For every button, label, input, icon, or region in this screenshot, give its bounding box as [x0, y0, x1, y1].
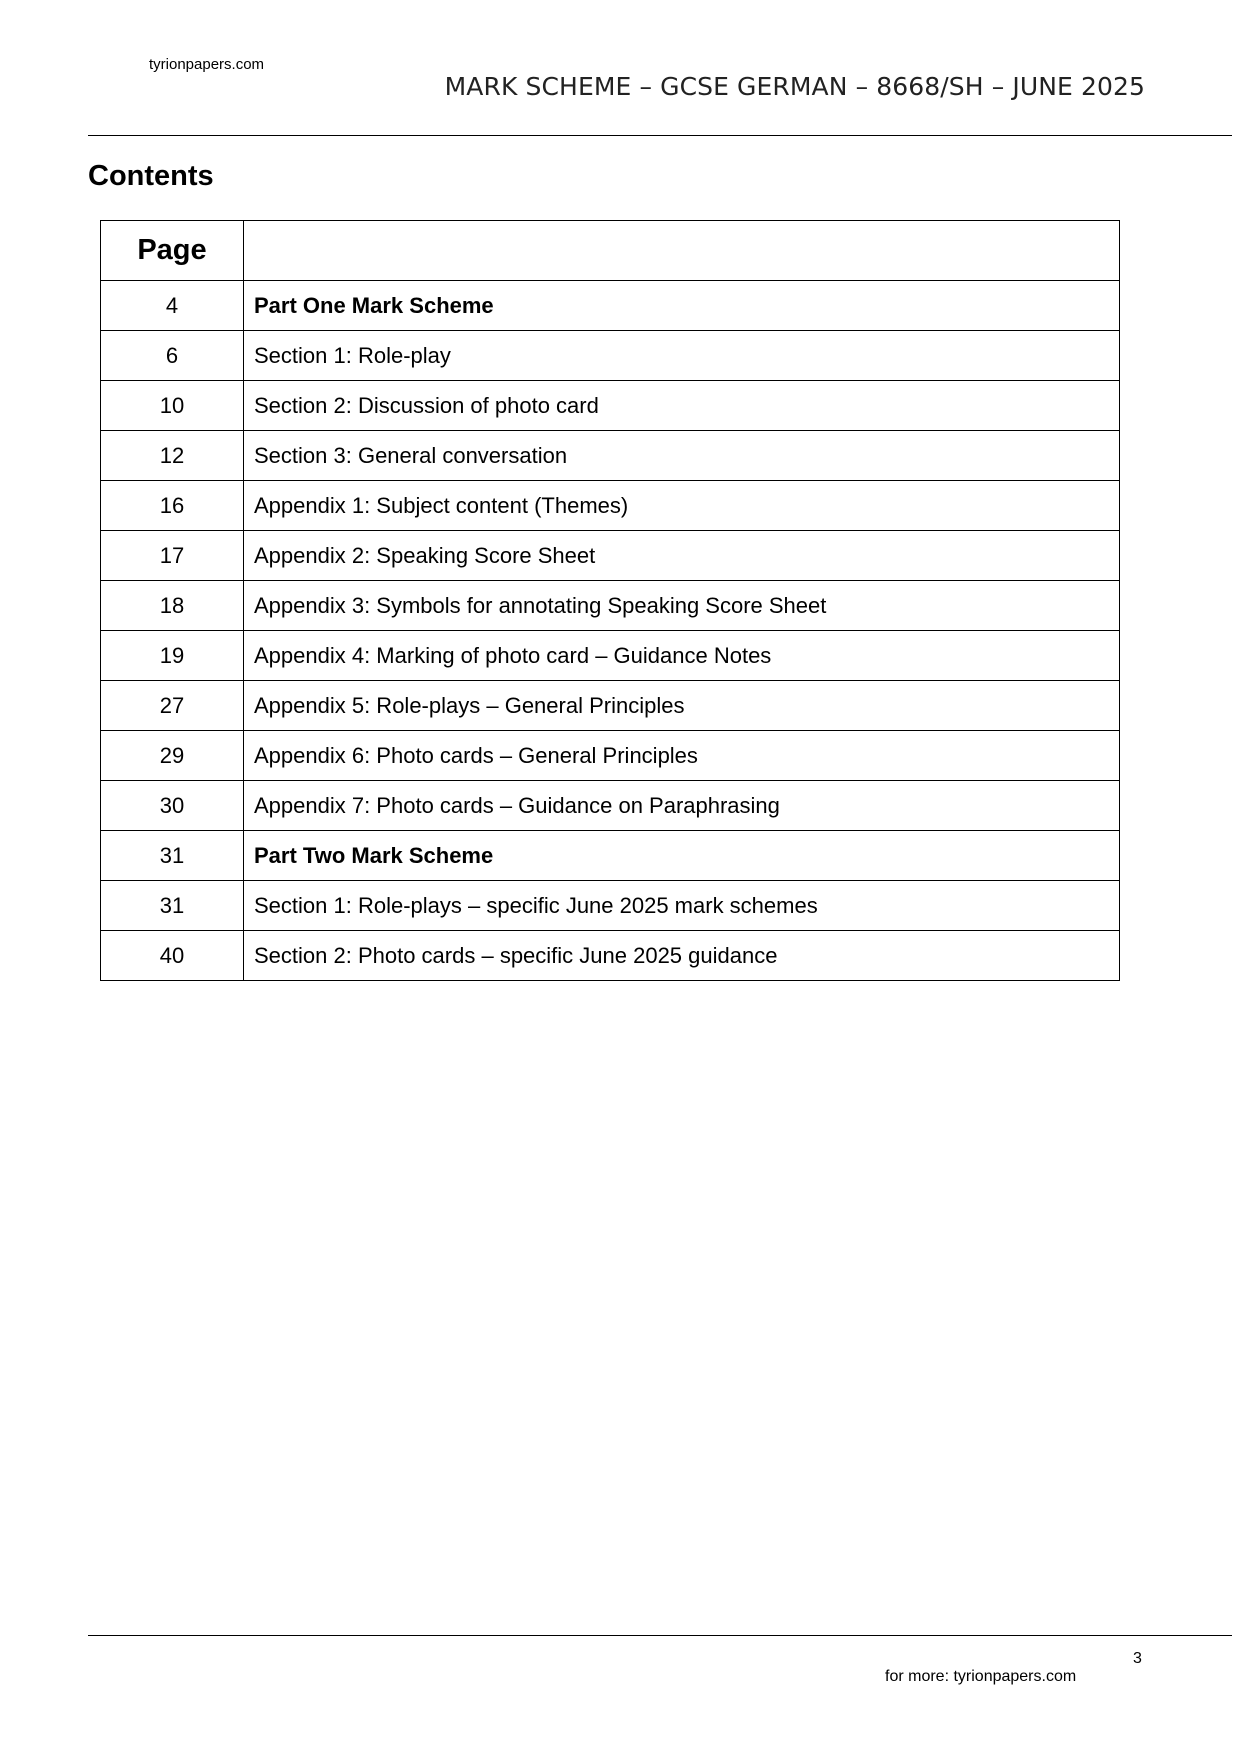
site-watermark: tyrionpapers.com — [149, 56, 265, 73]
contents-table — [100, 220, 1120, 981]
row-section-title: Appendix 6: Photo cards – General Principles — [244, 731, 1120, 781]
row-section-title: Section 3: General conversation — [244, 431, 1120, 481]
row-section-title: Appendix 1: Subject content (Themes) — [244, 481, 1120, 531]
row-page-number: 27 — [101, 681, 244, 731]
table-row — [101, 281, 1120, 331]
row-page-number: 31 — [101, 831, 244, 881]
table-row — [101, 381, 1120, 431]
row-section-title: Appendix 4: Marking of photo card – Guidance Notes — [244, 631, 1120, 681]
table-row — [101, 631, 1120, 681]
table-row — [101, 881, 1120, 931]
table-row — [101, 481, 1120, 531]
table-row — [101, 931, 1120, 981]
row-page-number: 10 — [101, 381, 244, 431]
row-page-number: 4 — [101, 281, 244, 331]
row-section-title: Appendix 5: Role-plays – General Principles — [244, 681, 1120, 731]
footer-link-text: for more: tyrionpapers.com — [885, 1668, 1077, 1685]
row-section-title: Part One Mark Scheme — [244, 281, 1120, 331]
table-row — [101, 831, 1120, 881]
header-divider — [88, 135, 1232, 136]
contents-header-row — [101, 221, 1120, 281]
row-section-title: Section 1: Role-plays – specific June 2025 mark schemes — [244, 881, 1120, 931]
row-section-title: Appendix 7: Photo cards – Guidance on Paraphrasing — [244, 781, 1120, 831]
footer-divider — [88, 1635, 1232, 1636]
table-row — [101, 431, 1120, 481]
table-row — [101, 531, 1120, 581]
row-page-number: 19 — [101, 631, 244, 681]
row-section-title: Part Two Mark Scheme — [244, 831, 1120, 881]
contents-table-body — [101, 281, 1120, 981]
row-section-title: Section 2: Discussion of photo card — [244, 381, 1120, 431]
document-header-title: MARK SCHEME – GCSE GERMAN – 8668/SH – JUNE 2025 — [444, 72, 1145, 101]
row-page-number: 40 — [101, 931, 244, 981]
contents-heading: Contents — [88, 160, 214, 192]
row-page-number: 16 — [101, 481, 244, 531]
row-section-title: Appendix 2: Speaking Score Sheet — [244, 531, 1120, 581]
column-header-page: Page — [101, 221, 244, 281]
row-section-title: Section 1: Role-play — [244, 331, 1120, 381]
row-page-number: 17 — [101, 531, 244, 581]
row-page-number: 6 — [101, 331, 244, 381]
row-section-title: Section 2: Photo cards – specific June 2025 guidance — [244, 931, 1120, 981]
row-section-title: Appendix 3: Symbols for annotating Speaking Score Sheet — [244, 581, 1120, 631]
row-page-number: 31 — [101, 881, 244, 931]
page-number: 3 — [1133, 1650, 1142, 1667]
table-row — [101, 681, 1120, 731]
table-row — [101, 581, 1120, 631]
row-page-number: 18 — [101, 581, 244, 631]
table-row — [101, 331, 1120, 381]
row-page-number: 12 — [101, 431, 244, 481]
table-row — [101, 731, 1120, 781]
row-page-number: 30 — [101, 781, 244, 831]
table-row — [101, 781, 1120, 831]
row-page-number: 29 — [101, 731, 244, 781]
column-header-title — [244, 221, 1120, 281]
